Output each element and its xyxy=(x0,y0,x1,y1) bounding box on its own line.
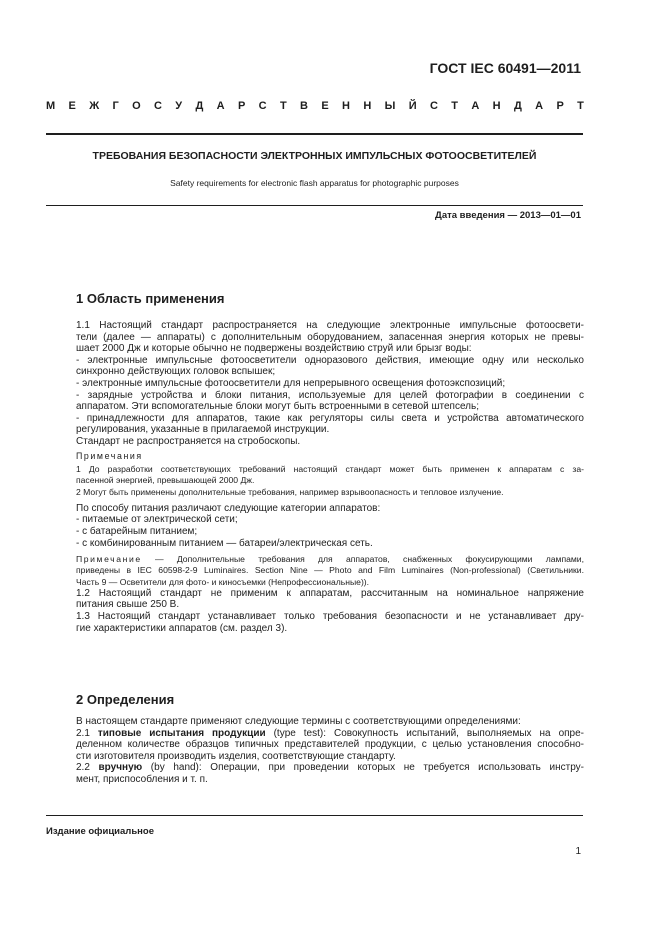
definition-number: 2.1 xyxy=(76,727,98,739)
interstate-standard-banner xyxy=(46,100,584,112)
note-text: — Дополнительные требования для аппаратов, снабженных фокусирующими лампами, xyxy=(141,554,584,565)
notes-label: Примечания xyxy=(76,450,143,461)
list-item: - с батарейным питанием; xyxy=(76,525,198,537)
list-item-continuation: регулирования, указанные в прилагаемой инструкции. xyxy=(76,424,330,436)
official-edition-label: Издание официальное xyxy=(46,826,154,837)
banner-letter: Й xyxy=(408,100,417,112)
definitions-intro: В настоящем стандарте применяют следующие термины с соответствующими определениями: xyxy=(76,716,521,727)
banner-letter: Н xyxy=(342,100,350,112)
banner-letter: С xyxy=(429,100,438,112)
paragraph-line: 1.1 Настоящий стандарт распространяется на следующие электронные импульсные фотоосвети- xyxy=(76,320,584,331)
list-item: - принадлежности для аппаратов, такие как регуляторы силы света и устройства автоматического xyxy=(76,412,584,424)
note-line: 1 До разработки соответствующих требований настоящий стандарт может быть применен к аппаратам с за- xyxy=(76,464,584,475)
scope-exclusion: Стандарт не распространяется на стробоскопы. xyxy=(76,435,301,447)
section-definitions-body xyxy=(76,716,584,786)
banner-letter: Н xyxy=(492,100,501,112)
header-rule xyxy=(46,133,583,135)
footer-rule xyxy=(46,815,583,816)
section-scope-body xyxy=(76,320,584,634)
section-heading-scope: 1 Область применения xyxy=(76,291,225,306)
note-label: Примечание xyxy=(76,554,142,565)
paragraph-line: тели (далее — аппараты) с дополнительным оборудованием, запасенная энергия которых не превы- xyxy=(76,331,584,343)
list-item-continuation: аппаратом. Эти вспомогательные блоки могут быть встроенными в сетевой штепсель; xyxy=(76,401,480,413)
paragraph-line: гие характеристики аппаратов (см. раздел 3). xyxy=(76,622,288,634)
banner-letter: М xyxy=(46,100,56,112)
banner-letter: Д xyxy=(513,100,522,112)
banner-letter: Г xyxy=(112,100,119,112)
title-rule xyxy=(46,205,583,206)
note-line: 2 Могут быть применены дополнительные требования, например взрывоопасность и тепловое излучение. xyxy=(76,486,504,497)
definition-line xyxy=(76,728,584,740)
banner-letter: Ы xyxy=(384,100,396,112)
note-line: приведены в IEC 60598-2-9 Luminaires. Section Nine — Photo and Film Luminaires (Non-professional) (Светильники. xyxy=(76,565,584,576)
definition-text: (by hand): Операции, при проведении которых не требуется использовать инстру- xyxy=(142,762,584,774)
list-item: - зарядные устройства и блоки питания, используемые для целей фотографии в соединении с xyxy=(76,389,584,401)
list-item: - с комбинированным питанием — батареи/электрическая сеть. xyxy=(76,537,373,549)
banner-letter: Е xyxy=(321,100,329,112)
banner-letter: Е xyxy=(68,100,76,112)
list-item-continuation: синхронно действующих головок вспышек; xyxy=(76,366,276,378)
banner-letter: У xyxy=(175,100,183,112)
definition-line: деленном количестве образцов типичных представителей продукции, с целью установления способно- xyxy=(76,739,584,751)
note-line xyxy=(76,554,584,565)
definition-line: мент, приспособления и т. п. xyxy=(76,773,208,785)
note-line: пасенной энергией, превышающей 2000 Дж. xyxy=(76,475,255,486)
banner-letter: А xyxy=(535,100,544,112)
standard-number: ГОСТ IEC 60491—2011 xyxy=(429,60,581,76)
definition-line xyxy=(76,762,584,774)
banner-letter: Т xyxy=(577,100,584,112)
banner-letter: А xyxy=(216,100,225,112)
banner-letter: О xyxy=(132,100,141,112)
banner-letter: Т xyxy=(451,100,459,112)
list-item: - электронные импульсные фотоосветители для непрерывного освещения фотоэкспозиций; xyxy=(76,377,506,389)
definition-line: сти изготовителя производить изделия, соответствующие стандарту. xyxy=(76,750,396,762)
banner-letter: Н xyxy=(363,100,372,112)
note-line: Часть 9 — Осветители для фото- и киносъемки (Непрофессиональные)). xyxy=(76,576,370,587)
banner-letter: Ж xyxy=(89,100,100,112)
paragraph-line: 1.3 Настоящий стандарт устанавливает только требования безопасности и не устанавливает дру- xyxy=(76,610,584,622)
page-number: 1 xyxy=(575,846,581,857)
banner-letter: Р xyxy=(556,100,564,112)
paragraph-line: шает 2000 Дж и которые обычно не подвержены воздействию струй или брызг воды: xyxy=(76,343,472,355)
list-item: - питаемые от электрической сети; xyxy=(76,514,238,526)
introduction-date: Дата введения — 2013—01—01 xyxy=(435,210,581,221)
document-title: ТРЕБОВАНИЯ БЕЗОПАСНОСТИ ЭЛЕКТРОННЫХ ИМПУЛЬСНЫХ ФОТООСВЕТИТЕЛЕЙ xyxy=(92,150,537,162)
banner-letter: С xyxy=(258,100,267,112)
banner-letter: Д xyxy=(195,100,204,112)
definition-term: типовые испытания продукции xyxy=(97,727,266,739)
banner-letter: Т xyxy=(279,100,287,112)
list-item: - электронные импульсные фотоосветители одноразового действия, имеющие одну или несколько xyxy=(76,354,584,366)
banner-letter: Р xyxy=(237,100,246,112)
definition-text: (type test): Совокупность испытаний, выполняемых на опре- xyxy=(265,727,585,739)
banner-letter: В xyxy=(300,100,308,112)
paragraph-line: 1.2 Настоящий стандарт не применим к аппаратам, рассчитанным на номинальное напряжение xyxy=(76,587,584,599)
paragraph-line: питания свыше 250 В. xyxy=(76,599,180,611)
banner-letter: А xyxy=(471,100,480,112)
power-categories-intro: По способу питания различают следующие категории аппаратов: xyxy=(76,502,381,514)
section-heading-definitions: 2 Определения xyxy=(76,692,175,707)
banner-letter: С xyxy=(154,100,162,112)
definition-number: 2.2 xyxy=(76,762,99,774)
definition-term: вручную xyxy=(98,762,143,774)
document-title-english: Safety requirements for electronic flash apparatus for photographic purposes xyxy=(170,178,459,188)
